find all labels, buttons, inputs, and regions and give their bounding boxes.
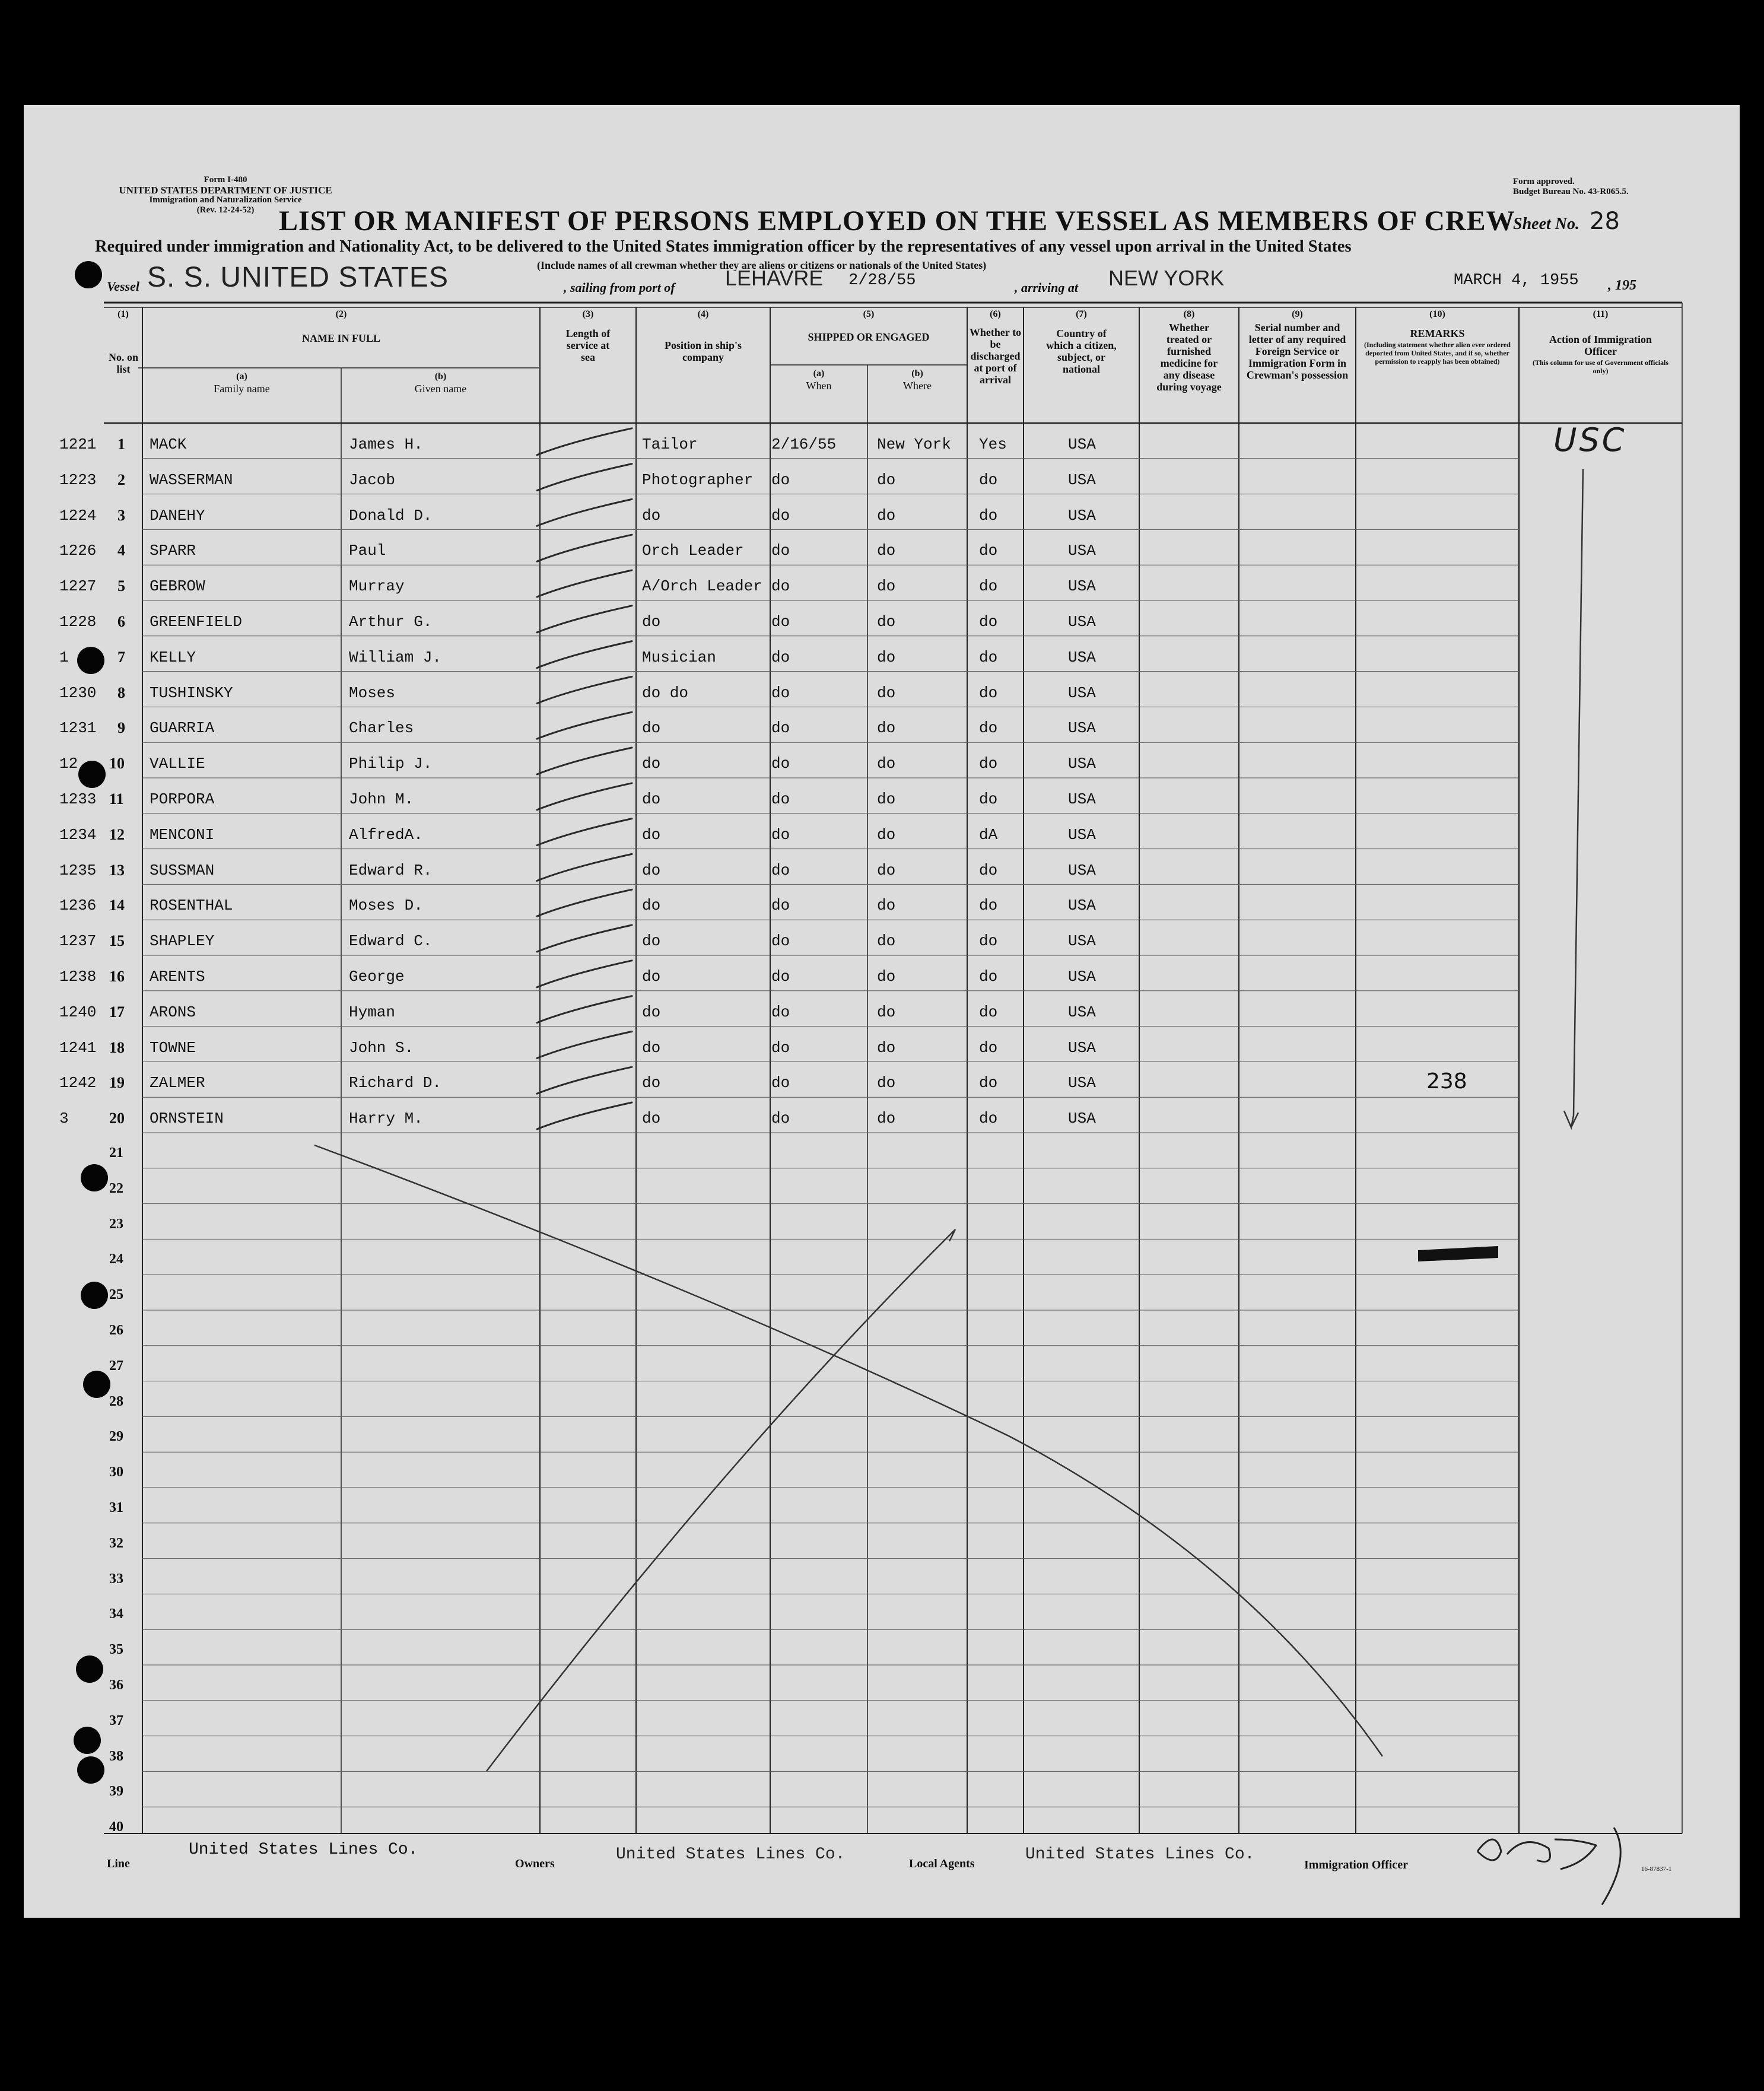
service: Immigration and Naturalization Service <box>149 195 302 205</box>
service-tick-mark <box>537 712 632 739</box>
discharged: dA <box>979 825 998 844</box>
position: do <box>642 790 661 808</box>
crew-ref-number: 1234 <box>59 825 97 844</box>
family-name: DANEHY <box>150 506 205 525</box>
position: Orch Leader <box>642 542 744 560</box>
service-tick-mark <box>537 819 632 846</box>
shipped-when: do <box>771 932 790 951</box>
given-name: Moses <box>349 684 396 702</box>
crew-ref-number: 1233 <box>59 790 97 808</box>
crew-list-number: 7 <box>117 648 125 666</box>
given-name: Paul <box>349 542 386 560</box>
country: USA <box>1068 1074 1096 1092</box>
discharged: do <box>979 897 998 915</box>
empty-row-number: 26 <box>109 1323 123 1338</box>
sail-date: 2/28/55 <box>848 272 916 290</box>
shipped-where: do <box>877 471 896 489</box>
form-title: LIST OR MANIFEST OF PERSONS EMPLOYED ON THE VESSEL AS MEMBERS OF CREW <box>279 205 1515 237</box>
position: do <box>642 613 661 631</box>
empty-row-number: 23 <box>109 1216 123 1232</box>
crew-list-number: 3 <box>117 506 125 524</box>
shipped-when: do <box>771 719 790 738</box>
given-name: Philip J. <box>349 755 433 773</box>
discharged: do <box>979 684 998 702</box>
col11-number: (11) <box>1593 309 1609 319</box>
shipped-where: do <box>877 1110 896 1128</box>
discharged: do <box>979 1074 998 1092</box>
line-value: United States Lines Co. <box>189 1841 418 1859</box>
crew-list-number: 12 <box>109 825 125 843</box>
country: USA <box>1068 684 1096 702</box>
country: USA <box>1068 1110 1096 1128</box>
col2-number: (2) <box>335 309 347 319</box>
given-name: Edward R. <box>349 861 433 879</box>
position: do <box>642 825 661 844</box>
shipped-where: do <box>877 506 896 525</box>
given-name: Moses D. <box>349 897 423 915</box>
col7-number: (7) <box>1076 309 1087 319</box>
country: USA <box>1068 1038 1096 1057</box>
position: do <box>642 506 661 525</box>
country: USA <box>1068 1003 1096 1021</box>
shipped-where: do <box>877 897 896 915</box>
position: Tailor <box>642 436 698 453</box>
crew-list-number: 9 <box>117 719 125 737</box>
crew-list-number: 13 <box>109 861 125 879</box>
country: USA <box>1068 897 1096 915</box>
col9-number: (9) <box>1292 309 1303 319</box>
shipped-where: New York <box>877 436 951 453</box>
agents-value: United States Lines Co. <box>1025 1845 1255 1864</box>
service-tick-mark <box>537 499 632 526</box>
shipped-when: do <box>771 968 790 986</box>
crew-list-number: 18 <box>109 1038 125 1056</box>
col2-header: NAME IN FULL <box>301 332 380 344</box>
revision: (Rev. 12-24-52) <box>196 205 255 215</box>
col5-header: SHIPPED OR ENGAGED <box>808 331 930 343</box>
crew-ref-number: 1242 <box>59 1074 97 1092</box>
col7-header: Country of which a citizen, subject, or national <box>1046 328 1117 375</box>
country: USA <box>1068 932 1096 951</box>
country: USA <box>1068 968 1096 986</box>
col5b-number: (b) <box>911 368 923 379</box>
service-tick-mark <box>537 428 632 455</box>
shipped-where: do <box>877 648 896 666</box>
crew-list-number: 5 <box>117 577 125 595</box>
shipped-when: do <box>771 1074 790 1092</box>
family-name: KELLY <box>150 648 196 666</box>
vessel-label: Vessel <box>107 279 139 294</box>
country: USA <box>1068 436 1096 453</box>
empty-row-number: 37 <box>109 1712 123 1728</box>
service-tick-mark <box>537 961 632 987</box>
service-tick-mark <box>537 606 632 633</box>
family-name: ZALMER <box>150 1074 205 1092</box>
service-tick-mark <box>537 889 632 916</box>
family-name: GEBROW <box>150 577 205 596</box>
shipped-when: do <box>771 755 790 773</box>
shipped-where: do <box>877 861 896 879</box>
shipped-when: do <box>771 684 790 702</box>
family-name: ARENTS <box>150 968 205 986</box>
position: do <box>642 897 661 915</box>
col4-header: Position in ship's company <box>664 339 742 363</box>
sailing-label: , sailing from port of <box>564 280 675 295</box>
country: USA <box>1068 648 1096 666</box>
family-name: GUARRIA <box>150 719 215 738</box>
col5a-header: When <box>806 380 832 392</box>
vessel-name: S. S. UNITED STATES <box>147 262 449 293</box>
sheet-number: 28 <box>1590 208 1620 235</box>
country: USA <box>1068 542 1096 560</box>
crew-ref-number: 1221 <box>59 436 97 453</box>
crew-ref-number: 1228 <box>59 613 97 631</box>
col1-number: (1) <box>117 309 129 319</box>
empty-row-number: 35 <box>109 1642 123 1658</box>
crew-list-number: 11 <box>109 790 124 808</box>
service-tick-mark <box>537 676 632 703</box>
service-tick-mark <box>537 570 632 597</box>
discharged: do <box>979 968 998 986</box>
shipped-when: do <box>771 897 790 915</box>
shipped-when: do <box>771 1038 790 1057</box>
crew-ref-number: 1 <box>59 648 69 666</box>
crew-ref-number: 1236 <box>59 897 97 915</box>
crew-ref-number: 1226 <box>59 542 97 560</box>
discharged: do <box>979 542 998 560</box>
sheet-label: Sheet No. <box>1513 215 1579 233</box>
crew-list-number: 8 <box>117 684 125 701</box>
given-name: George <box>349 968 405 986</box>
service-tick-mark <box>537 535 632 561</box>
crew-list-number: 6 <box>117 613 125 630</box>
empty-row-number: 22 <box>109 1180 123 1196</box>
crew-list-number: 10 <box>109 755 125 773</box>
shipped-where: do <box>877 613 896 631</box>
empty-row-number: 40 <box>109 1819 123 1835</box>
col2b-number: (b) <box>434 371 447 382</box>
crew-list-number: 20 <box>109 1110 125 1127</box>
given-name: Harry M. <box>349 1110 423 1128</box>
given-name: AlfredA. <box>349 825 423 844</box>
empty-row-number: 32 <box>109 1535 123 1551</box>
given-name: Murray <box>349 577 405 596</box>
service-tick-mark <box>537 1031 632 1058</box>
crew-list-number: 15 <box>109 932 125 950</box>
shipped-when: do <box>771 613 790 631</box>
family-name: VALLIE <box>150 755 205 773</box>
shipped-when: do <box>771 577 790 596</box>
form-subtitle: Required under immigration and Nationality Act, to be delivered to the United States immigration officer by the representatives of any vessel upon arrival in the United States <box>95 237 1352 256</box>
shipped-where: do <box>877 825 896 844</box>
shipped-when: do <box>771 825 790 844</box>
discharged: Yes <box>979 436 1007 453</box>
empty-row-number: 29 <box>109 1429 123 1445</box>
shipped-where: do <box>877 755 896 773</box>
empty-row-number: 39 <box>109 1784 123 1800</box>
print-code: 16-87837-1 <box>1641 1866 1672 1873</box>
col11-header: Action of Immigration Officer <box>1549 333 1652 357</box>
country: USA <box>1068 825 1096 844</box>
given-name: John S. <box>349 1038 414 1057</box>
discharged: do <box>979 719 998 738</box>
given-name: Hyman <box>349 1003 396 1021</box>
service-tick-mark <box>537 464 632 491</box>
col9-header: Serial number and letter of any required Foreign Service or Immigration Form in Crewman's possession <box>1246 322 1349 381</box>
col2a-number: (a) <box>236 371 247 382</box>
family-name: ARONS <box>150 1003 196 1021</box>
crew-list-number: 19 <box>109 1074 125 1092</box>
family-name: WASSERMAN <box>150 471 233 489</box>
discharged: do <box>979 755 998 773</box>
department: UNITED STATES DEPARTMENT OF JUSTICE <box>119 185 332 196</box>
budget-bureau: Budget Bureau No. 43-R065.5. <box>1513 187 1629 196</box>
col3-header: Length of service at sea <box>565 328 611 363</box>
empty-row-number: 33 <box>109 1571 123 1587</box>
position: do <box>642 1074 661 1092</box>
position: do <box>642 1003 661 1021</box>
family-name: MACK <box>150 436 187 453</box>
crew-ref-number: 12 <box>59 755 78 773</box>
shipped-when: do <box>771 790 790 808</box>
service-tick-mark <box>537 783 632 810</box>
crew-ref-number: 1235 <box>59 861 97 879</box>
shipped-where: do <box>877 1038 896 1057</box>
crew-list-number: 1 <box>117 436 125 453</box>
col1-header: No. on list <box>109 351 139 375</box>
col5a-number: (a) <box>813 368 825 379</box>
country: USA <box>1068 577 1096 596</box>
crew-ref-number: 1240 <box>59 1003 97 1021</box>
col4-number: (4) <box>697 309 709 319</box>
form-approved: Form approved. <box>1513 177 1575 186</box>
family-name: SPARR <box>150 542 196 560</box>
family-name: ROSENTHAL <box>150 897 233 915</box>
given-name: James H. <box>349 436 423 453</box>
col10-number: (10) <box>1429 309 1445 319</box>
discharged: do <box>979 1110 998 1128</box>
owners-label: Owners <box>515 1857 555 1870</box>
discharged: do <box>979 790 998 808</box>
position: do do <box>642 684 689 702</box>
position: do <box>642 1038 661 1057</box>
family-name: SHAPLEY <box>150 932 215 951</box>
service-tick-mark <box>537 641 632 668</box>
port-to: NEW YORK <box>1108 266 1225 290</box>
crew-list-number: 16 <box>109 968 125 985</box>
shipped-where: do <box>877 719 896 738</box>
service-tick-mark <box>537 748 632 774</box>
service-tick-mark <box>537 854 632 881</box>
given-name: William J. <box>349 648 442 666</box>
arrival-date: MARCH 4, 1955 <box>1454 272 1579 290</box>
family-name: ORNSTEIN <box>150 1110 224 1128</box>
crew-list-number: 2 <box>117 471 125 488</box>
country: USA <box>1068 719 1096 738</box>
shipped-when: do <box>771 861 790 879</box>
immigration-officer-label: Immigration Officer <box>1304 1858 1408 1871</box>
col5b-header: Where <box>903 380 932 392</box>
discharged: do <box>979 577 998 596</box>
empty-row-number: 21 <box>109 1145 123 1161</box>
position: Musician <box>642 648 716 666</box>
col6-number: (6) <box>990 309 1001 319</box>
col8-number: (8) <box>1183 309 1195 319</box>
discharged: do <box>979 506 998 525</box>
discharged: do <box>979 861 998 879</box>
shipped-when: do <box>771 471 790 489</box>
position: do <box>642 968 661 986</box>
given-name: Donald D. <box>349 506 433 525</box>
crew-list-number: 14 <box>109 897 125 914</box>
shipped-when: do <box>771 542 790 560</box>
form-number: Form I-480 <box>204 175 247 185</box>
shipped-when: 2/16/55 <box>771 436 837 453</box>
col10-note: (Including statement whether alien ever ordered deported from United States, and if so, whether permission to reapply has been obtained) <box>1364 341 1511 366</box>
col2b-header: Given name <box>414 383 467 395</box>
col10-header: REMARKS <box>1410 328 1465 339</box>
service-tick-mark <box>537 925 632 952</box>
discharged: do <box>979 1038 998 1057</box>
port-from: LEHAVRE <box>725 266 824 290</box>
country: USA <box>1068 613 1096 631</box>
crew-ref-number: 1223 <box>59 471 97 489</box>
position: do <box>642 932 661 951</box>
remarks: 238 <box>1426 1069 1467 1094</box>
service-tick-mark <box>537 996 632 1023</box>
col8-header: Whether treated or furnished medicine for any disease during voyage <box>1156 322 1222 393</box>
year-suffix: , 195 <box>1608 278 1636 293</box>
country: USA <box>1068 755 1096 773</box>
col11-note: (This column for use of Government officials only) <box>1532 358 1669 375</box>
family-name: PORPORA <box>150 790 215 808</box>
shipped-where: do <box>877 542 896 560</box>
country: USA <box>1068 861 1096 879</box>
family-name: TOWNE <box>150 1038 196 1057</box>
crew-ref-number: 3 <box>59 1110 69 1128</box>
empty-row-number: 36 <box>109 1677 123 1693</box>
country: USA <box>1068 790 1096 808</box>
col5-number: (5) <box>863 309 875 319</box>
given-name: John M. <box>349 790 414 808</box>
discharged: do <box>979 613 998 631</box>
crew-ref-number: 1241 <box>59 1038 97 1057</box>
empty-row-number: 25 <box>109 1287 123 1303</box>
given-name: Edward C. <box>349 932 433 951</box>
shipped-where: do <box>877 790 896 808</box>
shipped-where: do <box>877 684 896 702</box>
empty-row-number: 30 <box>109 1464 123 1480</box>
shipped-where: do <box>877 968 896 986</box>
family-name: TUSHINSKY <box>150 684 233 702</box>
crew-ref-number: 1224 <box>59 506 97 525</box>
service-tick-mark <box>537 1102 632 1129</box>
crew-ref-number: 1237 <box>59 932 97 951</box>
empty-row-number: 24 <box>109 1251 123 1267</box>
discharged: do <box>979 932 998 951</box>
shipped-when: do <box>771 1110 790 1128</box>
family-name: SUSSMAN <box>150 861 215 879</box>
empty-row-number: 31 <box>109 1500 123 1515</box>
position: do <box>642 1110 661 1128</box>
action-mark: USC <box>1553 421 1627 459</box>
col2a-header: Family name <box>214 383 270 395</box>
crew-ref-number: 1238 <box>59 968 97 986</box>
country: USA <box>1068 471 1096 489</box>
shipped-when: do <box>771 1003 790 1021</box>
owners-value: United States Lines Co. <box>616 1845 846 1864</box>
col6-header: Whether to be discharged at port of arrival <box>969 326 1022 386</box>
given-name: Arthur G. <box>349 613 433 631</box>
line-label: Line <box>107 1857 130 1870</box>
family-name: MENCONI <box>150 825 215 844</box>
country: USA <box>1068 506 1096 525</box>
agents-label: Local Agents <box>909 1857 975 1870</box>
discharged: do <box>979 471 998 489</box>
crew-ref-number: 1227 <box>59 577 97 596</box>
position: do <box>642 861 661 879</box>
given-name: Charles <box>349 719 414 738</box>
discharged: do <box>979 648 998 666</box>
crew-list-number: 17 <box>109 1003 125 1021</box>
col3-number: (3) <box>582 309 594 319</box>
empty-row-number: 34 <box>109 1606 123 1622</box>
empty-row-number: 38 <box>109 1748 123 1764</box>
position: Photographer <box>642 471 754 489</box>
arriving-label: , arriving at <box>1015 280 1078 295</box>
shipped-where: do <box>877 1074 896 1092</box>
shipped-where: do <box>877 577 896 596</box>
position: A/Orch Leader <box>642 577 762 596</box>
position: do <box>642 719 661 738</box>
crew-ref-number: 1231 <box>59 719 97 738</box>
discharged: do <box>979 1003 998 1021</box>
service-tick-mark <box>537 1067 632 1094</box>
shipped-when: do <box>771 648 790 666</box>
crew-list-number: 4 <box>117 542 125 560</box>
shipped-where: do <box>877 1003 896 1021</box>
shipped-when: do <box>771 506 790 525</box>
family-name: GREENFIELD <box>150 613 243 631</box>
include-note: (Include names of all crewman whether they are aliens or citizens or nationals of the United States) <box>537 259 987 271</box>
position: do <box>642 755 661 773</box>
empty-row-number: 27 <box>109 1358 123 1374</box>
shipped-where: do <box>877 932 896 951</box>
crew-ref-number: 1230 <box>59 684 97 702</box>
given-name: Richard D. <box>349 1074 442 1092</box>
given-name: Jacob <box>349 471 396 489</box>
empty-row-number: 28 <box>109 1393 123 1409</box>
